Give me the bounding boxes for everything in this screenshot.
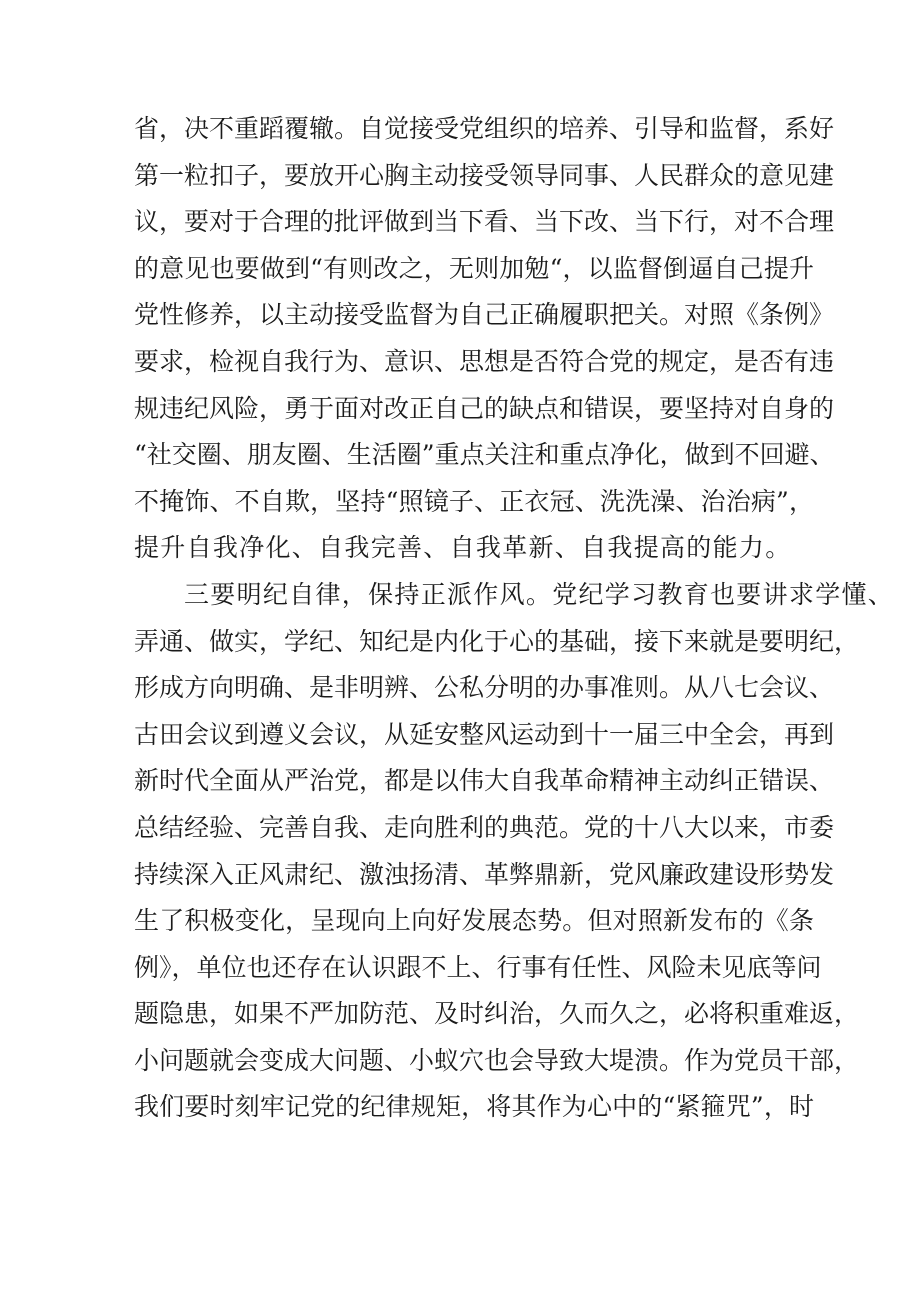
text-line: 的意见也要做到“有则改之，无则加勉“，以监督倒逼自己提升: [134, 253, 814, 283]
text-line: 议，要对于合理的批评做到当下看、当下改、当下行，对不合理: [134, 207, 835, 237]
text-line: 党性修养，以主动接受监督为自己正确履职把关。对照《条例》: [134, 300, 835, 330]
text-line: “社交圈、朋友圈、生活圈”重点关注和重点净化，做到不回避、: [134, 440, 835, 470]
text-line: 题隐患，如果不严加防范、及时纠治，久而久之，必将积重难返，: [134, 999, 860, 1029]
text-line: 弄通、做实，学纪、知纪是内化于心的基础，接下来就是要明纪，: [134, 626, 860, 656]
text-line: 规违纪风险，勇于面对改正自己的缺点和错误，要坚持对自身的: [134, 393, 835, 423]
text-line: 省，决不重蹈覆辙。自觉接受党组织的培养、引导和监督，系好: [134, 114, 835, 143]
text-line: 要求，检视自我行为、意识、思想是否符合党的规定，是否有违: [134, 346, 835, 376]
text-line: 不掩饰、不自欺，坚持“照镜子、正衣冠、洗洗澡、治治病”，: [134, 486, 814, 516]
text-line: 提升自我净化、自我完善、自我革新、自我提高的能力。: [134, 533, 792, 563]
text-line: 小问题就会变成大问题、小蚁穴也会导致大堤溃。作为党员干部，: [134, 1045, 860, 1075]
text-line: 第一粒扣子，要放开心胸主动接受领导同事、人民群众的意见建: [134, 160, 835, 190]
paragraph-first-line: 三要明纪自律，保持正派作风。党纪学习教育也要讲求学懂、: [184, 579, 895, 609]
text-line: 形成方向明确、是非明辨、公私分明的办事准则。从八七会议、: [134, 673, 835, 703]
body-text: [134, 106, 895, 1131]
text-line: 生了积极变化，呈现向上向好发展态势。但对照新发布的《条: [134, 906, 814, 936]
text-line: 我们要时刻牢记党的纪律规矩，将其作为心中的“紧箍咒”，时: [134, 1092, 814, 1122]
text-line: 例》，单位也还存在认识跟不上、行事有任性、风险未见底等问: [134, 952, 822, 982]
text-line: 古田会议到遵义会议，从延安整风运动到十一届三中全会，再到: [134, 719, 835, 749]
text-line: 持续深入正风肃纪、激浊扬清、革弊鼎新，党风廉政建设形势发: [134, 859, 835, 889]
text-line: 新时代全面从严治党，都是以伟大自我革命精神主动纠正错误、: [134, 766, 835, 796]
text-line: 总结经验、完善自我、走向胜利的典范。党的十八大以来，市委: [134, 812, 835, 842]
